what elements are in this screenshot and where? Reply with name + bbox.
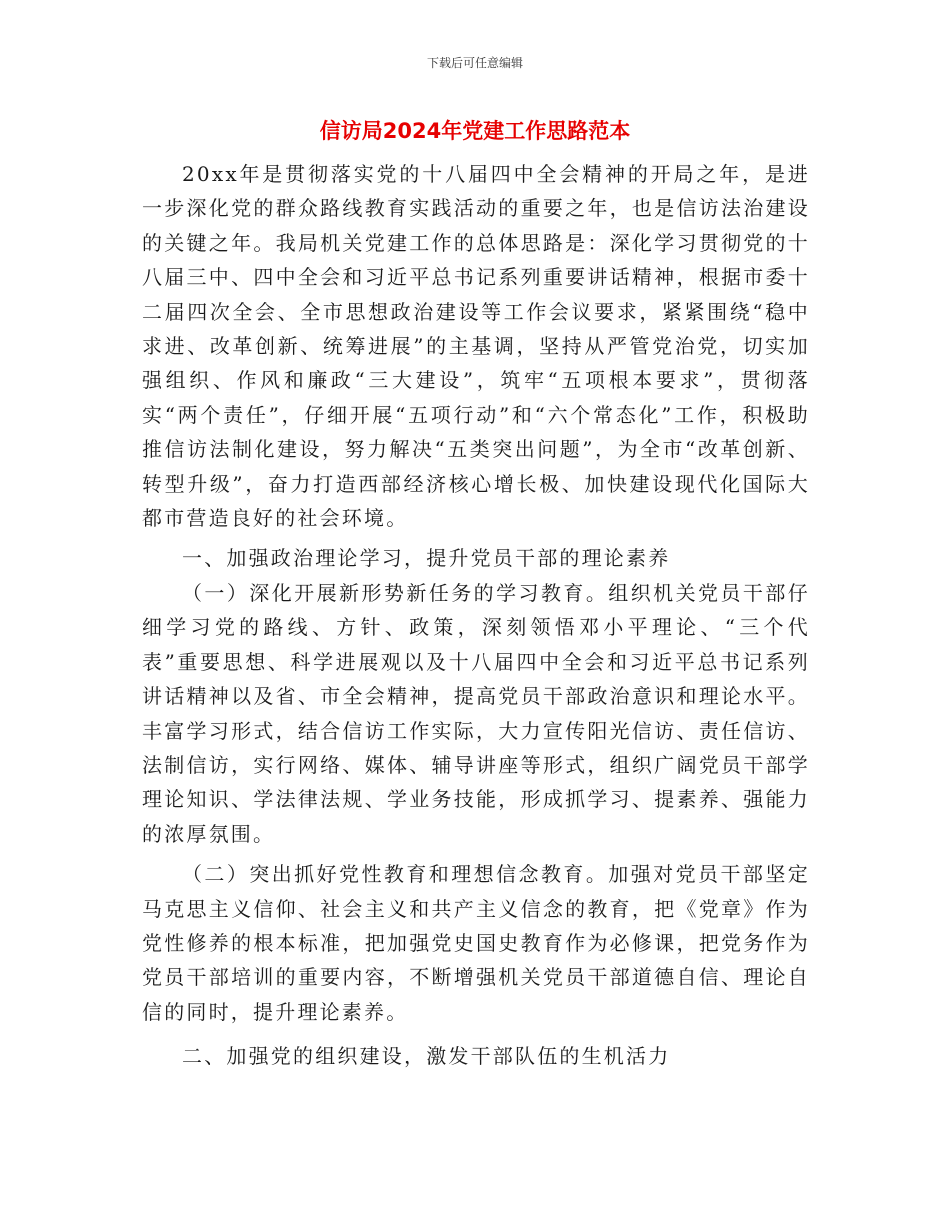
subsection-paragraph-1: （一）深化开展新形势新任务的学习教育。组织机关党员干部仔细学习党的路线、方针、政策，深刻领悟邓小平理论、“三个代表”重要思想、科学进展观以及十八届四中全会和习近平总书记系列讲话精神以及省、市全会精神，提高党员干部政治意识和理论水平。丰富学习形式，结合信访工作实际，大力宣传阳光信访、责任信访、法制信访，实行网络、媒体、辅导讲座等形式，组织广阔党员干部学理论知识、学法律法规、学业务技能，形成抓学习、提素养、强能力的浓厚氛围。	[142, 580, 810, 846]
subsection-paragraph-2: （二）突出抓好党性教育和理想信念教育。加强对党员干部坚定马克思主义信仰、社会主义和共产主义信念的教育，把《党章》作为党性修养的根本标准，把加强党史国史教育作为必修课，把党务作为党员干部培训的重要内容，不断增强机关党员干部道德自信、理论自信的同时，提升理论素养。	[142, 862, 810, 1024]
section-heading-1: 一、加强政治理论学习，提升党员干部的理论素养	[182, 546, 671, 571]
document-body	[142, 157, 810, 1074]
page-header-note: 下载后可任意编辑	[426, 56, 523, 70]
document-title: 信访局2024年党建工作思路范本	[319, 119, 631, 143]
intro-paragraph: 20xx年是贯彻落实党的十八届四中全会精神的开局之年，是进一步深化党的群众路线教育实践活动的重要之年，也是信访法治建设的关键之年。我局机关党建工作的总体思路是：深化学习贯彻党的十八届三中、四中全会和习近平总书记系列重要讲话精神，根据市委十二届四次全会、全市思想政治建设等工作会议要求，紧紧围绕“稳中求进、改革创新、统筹进展”的主基调，坚持从严管党治党，切实加强组织、作风和廉政“三大建设”，筑牢“五项根本要求”，贯彻落实“两个责任”，仔细开展“五项行动”和“六个常态化”工作，积极助推信访法制化建设，努力解决“五类突出问题”，为全市“改革创新、转型升级”，奋力打造西部经济核心增长极、加快建设现代化国际大都市营造良好的社会环境。	[142, 162, 810, 531]
section-heading-2: 二、加强党的组织建设，激发干部队伍的生机活力	[182, 1044, 671, 1069]
